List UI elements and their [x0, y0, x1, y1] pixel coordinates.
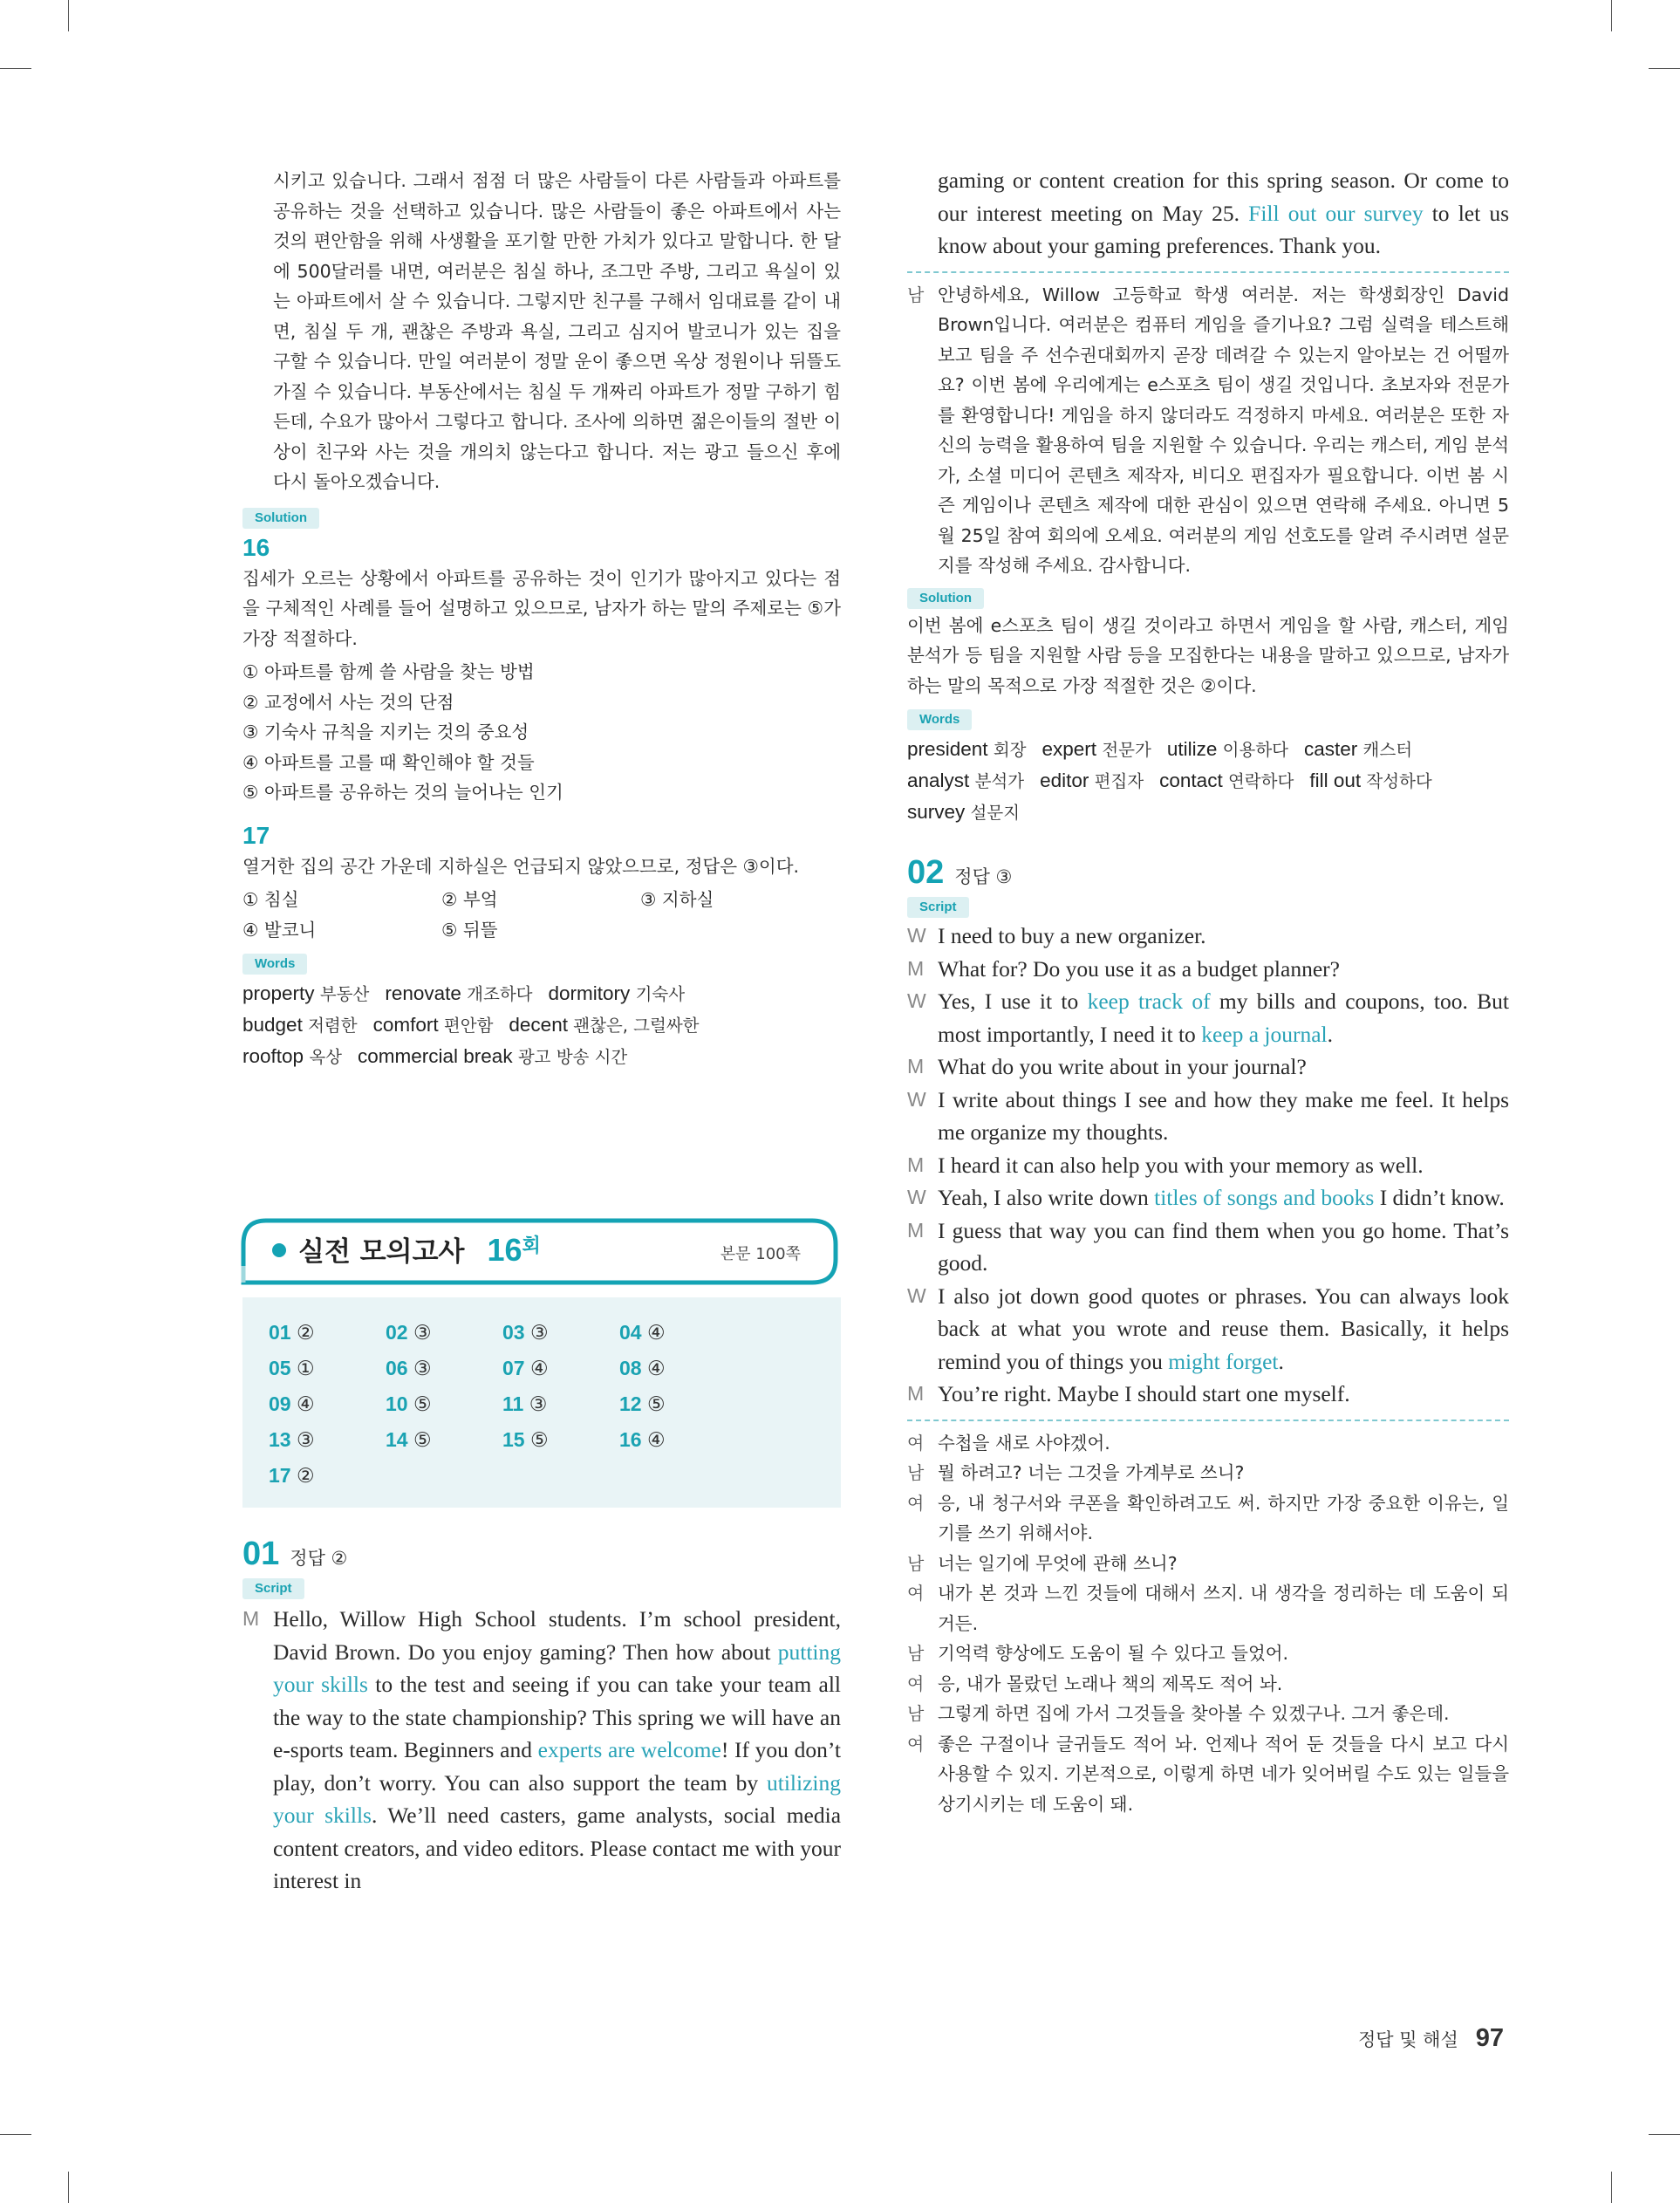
highlighted-phrase: keep track of [1087, 989, 1211, 1014]
dialogue-line [907, 953, 1509, 986]
vocabulary-row [242, 978, 841, 1009]
english-word: president [907, 738, 988, 760]
english-word: fill out [1309, 770, 1362, 791]
speaker-label: 남 [907, 1703, 925, 1724]
speaker-label: W [907, 1087, 926, 1111]
speaker-label: M [907, 1055, 925, 1078]
english-word: utilize [1166, 738, 1218, 760]
speaker-label: 여 [907, 1583, 925, 1604]
answer-choice: ⑤ [413, 1392, 432, 1415]
page-reference: 본문 100쪽 [720, 1245, 801, 1263]
vocabulary-item [549, 982, 686, 1004]
translation-text: 그렇게 하면 집에 가서 그것들을 찾아볼 수 있겠구나. 그거 좋은데. [938, 1703, 1450, 1724]
korean-meaning: 기숙사 [635, 984, 686, 1004]
script-badge: Script [907, 897, 969, 918]
option: ⑤ 뒤뜰 [441, 919, 498, 941]
translation-text: 뭘 하려고? 너는 그것을 가계부로 쓰니? [938, 1462, 1245, 1483]
dialogue-text [938, 1050, 1509, 1084]
english-word: expert [1041, 738, 1097, 760]
dialogue-line [907, 1084, 1509, 1149]
answer-question-number: 14 [386, 1428, 408, 1451]
korean-meaning: 분석가 [974, 771, 1025, 791]
solution-badge: Solution [907, 588, 984, 609]
answer-choice: ① [296, 1357, 315, 1379]
answer-choice: ② [296, 1464, 315, 1487]
speaker-label: 여 [907, 1733, 925, 1755]
divider [907, 1420, 1509, 1421]
answer-question-number: 15 [502, 1428, 525, 1451]
answer-choice: ④ [646, 1428, 666, 1451]
answer-choice: ⑤ [413, 1428, 432, 1451]
answer-question-number: 03 [502, 1321, 525, 1344]
page-number: 97 [1475, 2024, 1504, 2052]
text-segment: Hello, Willow High School students. I’m school president, David Brown. Do you enjoy gaming? Then how about [273, 1606, 841, 1665]
translation-text: 너는 일기에 무엇에 관해 쓰니? [938, 1552, 1178, 1574]
answer-key-item [386, 1351, 502, 1386]
vocabulary-item [373, 1014, 494, 1036]
translation-text: 안녕하세요, Willow 고등학교 학생 여러분. 저는 학생회장인 David Brown입니다. 여러분은 컴퓨터 게임을 즐기나요? 그럼 실력을 테스트해 보고 팀을 주 선수권대회까지 곧장 데려갈 수 있는지 알아보는 건 어떨까요? 이번 봄에 우리에게는 e스포츠 팀이 생길 것입니다. 초보자와 전문가를 환영합니다! 게임을 하지 않더라도 걱정하지 마세요. 여러분은 또한 자신의 능력을 활용하여 팀을 지원할 수 있습니다. 우리는 캐스터, 게임 분석가, 소셜 미디어 콘텐츠 제작자, 비디오 편집자가 필요합니다. 이번 봄 시즌 게임이나 콘텐츠 제작에 대한 관심이 있으면 연락해 주세요. 아니면 5월 25일 참여 회의에 오세요. 여러분의 게임 선호도를 알려 주시려면 설문지를 작성해 주세요. 감사합니다. [938, 284, 1509, 576]
korean-meaning: 저렴한 [308, 1016, 358, 1036]
answer-question-number: 16 [619, 1428, 642, 1451]
english-word: commercial break [358, 1045, 513, 1067]
text-segment: Yeah, I also write down [938, 1185, 1155, 1210]
dialogue-line [907, 1214, 1509, 1280]
vocabulary-row [907, 765, 1509, 797]
test-number: 16 [487, 1232, 522, 1268]
vocabulary-list [907, 734, 1509, 828]
speaker-label: M [907, 1218, 925, 1242]
test-number-suffix: 회 [522, 1235, 541, 1257]
crop-mark [0, 68, 31, 69]
page-footer [1358, 2024, 1504, 2053]
korean-meaning: 이용하다 [1222, 740, 1288, 760]
translation-line [907, 1549, 1509, 1579]
dialogue-text [938, 1084, 1509, 1149]
dialogue-line [907, 920, 1509, 953]
question-01-number: 01 [242, 1536, 280, 1572]
speaker-label: W [907, 989, 926, 1012]
answer-question-number: 08 [619, 1357, 642, 1379]
answer-question-number: 10 [386, 1392, 408, 1415]
answer-choice: ② [296, 1321, 315, 1344]
option: ⑤ 아파트를 공유하는 것의 늘어나는 인기 [242, 782, 563, 803]
vocabulary-item [1167, 738, 1288, 760]
text-segment: Yes, I use it to [938, 989, 1088, 1014]
question-02-answer: 정답 ③ [954, 866, 1013, 887]
speaker-label: W [907, 924, 926, 947]
vocabulary-item [907, 738, 1027, 760]
speaker-label: W [907, 1283, 926, 1307]
speaker-label: 남 [907, 284, 925, 305]
answer-choice: ④ [646, 1321, 666, 1344]
dialogue-line [907, 1378, 1509, 1411]
speaker-label: M [242, 1607, 260, 1630]
dialogue-text [938, 985, 1509, 1050]
answer-key-item [619, 1315, 736, 1351]
korean-meaning: 개조하다 [467, 984, 533, 1004]
english-word: caster [1304, 738, 1358, 760]
answer-question-number: 05 [269, 1357, 291, 1379]
words-badge: Words [242, 954, 307, 975]
english-word: contact [1159, 770, 1223, 791]
test-title: 실전 모의고사 [298, 1236, 465, 1268]
text-segment: What do you write about in your journal? [938, 1054, 1307, 1079]
answer-key-item [619, 1386, 736, 1422]
option: ② 교정에서 사는 것의 단점 [242, 691, 454, 713]
text-segment: I also jot down good quotes or phrases. You can always look back at what you wrote and reuse them. Basically, it helps remind you of things you [938, 1283, 1509, 1374]
speaker-label: M [907, 956, 925, 980]
option: ③ 기숙사 규칙을 지키는 것의 중요성 [242, 722, 529, 742]
vocabulary-list [242, 978, 841, 1072]
highlighted-phrase: keep a journal [1201, 1021, 1328, 1047]
dialogue-line [907, 985, 1509, 1050]
dialogue-line [907, 1149, 1509, 1182]
crop-mark [1649, 2134, 1680, 2135]
korean-meaning: 편안함 [443, 1016, 494, 1036]
question-02-number: 02 [907, 854, 945, 891]
korean-meaning: 작성하다 [1366, 771, 1432, 791]
answer-choice: ⑤ [646, 1392, 666, 1415]
english-word: survey [907, 801, 966, 823]
crop-mark [68, 0, 69, 31]
korean-meaning: 회장 [993, 740, 1027, 760]
speaker-label: 여 [907, 1673, 925, 1694]
question-02-translation [907, 1428, 1509, 1820]
option: ① 침실 [242, 889, 299, 910]
korean-meaning: 광고 방송 시간 [517, 1047, 628, 1067]
crop-mark [1649, 68, 1680, 69]
vocabulary-item [358, 1045, 627, 1067]
question-02-script [907, 920, 1509, 1411]
translation-line [907, 1699, 1509, 1729]
answer-choice: ③ [413, 1321, 432, 1344]
crop-mark [1611, 2172, 1612, 2203]
text-segment: What for? Do you use it as a budget planner? [938, 955, 1340, 982]
translation-text: 기억력 향상에도 도움이 될 수 있다고 들었어. [938, 1643, 1289, 1664]
text-segment: I heard it can also help you with your memory as well. [938, 1152, 1424, 1178]
translation-line [907, 1639, 1509, 1669]
question-01-explanation: 이번 봄에 e스포츠 팀이 생길 것이라고 하면서 게임을 할 사람, 캐스터, 게임 분석가 등 팀을 지원할 사람 등을 모집한다는 내용을 말하고 있으므로, 남자가 하는 말의 목적으로 가장 적절한 것은 ②이다. [907, 614, 1509, 696]
left-column [242, 166, 841, 1898]
answer-question-number: 04 [619, 1321, 642, 1344]
answer-question-number: 01 [269, 1321, 291, 1344]
answer-key-item [502, 1422, 619, 1458]
answer-choice: ④ [296, 1392, 315, 1415]
vocabulary-item [1304, 738, 1412, 760]
highlighted-phrase: might forget [1168, 1348, 1279, 1374]
english-word: analyst [907, 770, 970, 791]
translation-line [907, 1458, 1509, 1488]
answer-key-item [269, 1458, 386, 1494]
highlighted-phrase: titles of songs and books [1154, 1185, 1375, 1210]
answer-question-number: 11 [502, 1392, 524, 1415]
question-01-script [242, 1603, 841, 1898]
speaker-label: 여 [907, 1432, 925, 1454]
text-segment: . [1278, 1348, 1284, 1374]
vocabulary-item [1042, 738, 1151, 760]
vocabulary-item [509, 1014, 699, 1036]
text-segment: . [1327, 1021, 1333, 1047]
translation-text: 응, 내 청구서와 쿠폰을 확인하려고도 써. 하지만 가장 중요한 이유는, 일기를 쓰기 위해서야. [938, 1492, 1509, 1543]
vocabulary-row [242, 1041, 841, 1072]
script-text [273, 1603, 841, 1898]
option: ④ 아파트를 고를 때 확인해야 할 것들 [242, 751, 535, 773]
highlighted-phrase: utilizing your skills [273, 1769, 841, 1828]
korean-meaning: 편집자 [1094, 771, 1144, 791]
answer-key-item [502, 1386, 619, 1422]
translation-text: 좋은 구절이나 글귀들도 적어 놔. 언제나 적어 둔 것들을 다시 보고 다시 사용할 수 있지. 기본적으로, 이렇게 하면 네가 잊어버릴 수도 있는 일들을 상기시키는 데 도움이 돼. [938, 1733, 1509, 1815]
translation-line [907, 1729, 1509, 1820]
english-word: dormitory [548, 982, 631, 1004]
vocabulary-row [242, 1009, 841, 1041]
highlighted-phrase: putting your skills [273, 1639, 841, 1697]
divider [907, 271, 1509, 273]
translation-line [907, 1669, 1509, 1700]
dialogue-text [938, 1181, 1509, 1214]
answer-choice: ④ [646, 1357, 666, 1379]
answer-question-number: 02 [386, 1321, 408, 1344]
speaker-label: 남 [907, 1552, 925, 1574]
option: ④ 발코니 [242, 919, 317, 941]
footer-label: 정답 및 해설 [1357, 2029, 1458, 2050]
vocabulary-row [907, 797, 1509, 828]
continued-script [907, 164, 1509, 263]
translation-line [907, 1578, 1509, 1639]
answer-key-item [502, 1315, 619, 1351]
answer-choice: ③ [529, 1321, 549, 1344]
answer-choice: ③ [529, 1392, 548, 1415]
answer-choice: ③ [296, 1428, 315, 1451]
answer-question-number: 12 [619, 1392, 642, 1415]
korean-meaning: 부동산 [319, 984, 370, 1004]
highlighted-phrase: Fill out our survey [1248, 200, 1424, 226]
answer-question-number: 09 [269, 1392, 291, 1415]
answer-key-item [269, 1351, 386, 1386]
korean-meaning: 연락하다 [1227, 771, 1294, 791]
dialogue-text [938, 1149, 1509, 1182]
answer-question-number: 07 [502, 1357, 525, 1379]
question-17-options [242, 885, 841, 945]
text-segment: to the test and seeing if you can take your team all the way to the state championship? This spring we will have an e-sports team. Beginners and [273, 1672, 841, 1762]
script-badge: Script [242, 1578, 304, 1599]
dialogue-text [938, 1280, 1509, 1379]
question-16-explanation: 집세가 오르는 상황에서 아파트를 공유하는 것이 인기가 많아지고 있다는 점을 구체적인 사례를 들어 설명하고 있으므로, 남자가 하는 말의 주제로는 ⑤가 가장 적절하다. [242, 567, 841, 649]
dialogue-line [907, 1050, 1509, 1084]
solution-badge: Solution [242, 508, 319, 529]
vocabulary-item [242, 1014, 358, 1036]
answer-key-item [386, 1315, 502, 1351]
question-16-number: 16 [242, 533, 270, 561]
vocabulary-item [242, 982, 369, 1004]
answer-key-item [386, 1422, 502, 1458]
answer-question-number: 17 [269, 1464, 291, 1487]
crop-mark [68, 2172, 69, 2203]
bullet-dot-icon [272, 1243, 286, 1257]
text-segment: my bills and coupons, too. But most importantly, I need it to [938, 989, 1510, 1047]
answer-choice: ③ [413, 1357, 432, 1379]
option: ③ 지하실 [640, 889, 714, 910]
answer-choice: ⑤ [529, 1428, 549, 1451]
translation-line [907, 1428, 1509, 1459]
english-word: property [242, 982, 315, 1004]
highlighted-phrase: experts are welcome [537, 1737, 721, 1762]
answer-key-item [269, 1386, 386, 1422]
dialogue-text [938, 953, 1509, 986]
dialogue-text [938, 1214, 1509, 1280]
korean-meaning: 옥상 [309, 1047, 343, 1067]
translation-text: 내가 본 것과 느낀 것들에 대해서 쓰지. 내 생각을 정리하는 데 도움이 되거든. [938, 1583, 1509, 1634]
text-segment: I didn’t know. [1374, 1185, 1505, 1210]
answer-question-number: 06 [386, 1357, 408, 1379]
question-17-explanation: 열거한 집의 공간 가운데 지하실은 언급되지 않았으므로, 정답은 ③이다. [242, 855, 800, 877]
translation-line [907, 1488, 1509, 1549]
vocabulary-item [1040, 770, 1144, 791]
speaker-label: M [907, 1153, 925, 1176]
english-word: rooftop [242, 1045, 304, 1067]
answer-key-grid [242, 1297, 841, 1508]
answer-question-number: 13 [269, 1428, 291, 1451]
question-16-options [242, 657, 841, 808]
english-word: decent [509, 1014, 568, 1036]
option: ① 아파트를 함께 쓸 사람을 찾는 방법 [242, 661, 535, 682]
dialogue-line [907, 1181, 1509, 1214]
test-title-box [242, 1221, 836, 1282]
korean-meaning: 캐스터 [1362, 740, 1413, 760]
dialogue-text [938, 920, 1509, 953]
vocabulary-item [242, 1045, 342, 1067]
speaker-label: M [907, 1382, 925, 1405]
english-word: budget [242, 1014, 303, 1036]
text-segment: I guess that way you can find them when you go home. That’s good. [938, 1217, 1509, 1276]
text-segment: to let us know about your gaming preferences. Thank you. [938, 200, 1509, 258]
vocabulary-item [1159, 770, 1294, 791]
answer-choice: ④ [529, 1357, 549, 1379]
english-word: editor [1040, 770, 1089, 791]
vocabulary-item [1309, 770, 1431, 791]
translation-text: 수첩을 새로 사야겠어. [938, 1432, 1110, 1454]
speaker-label: W [907, 1186, 926, 1208]
question-17-number: 17 [242, 821, 270, 849]
translation-text: 응, 내가 몰랐던 노래나 책의 제목도 적어 놔. [938, 1673, 1283, 1694]
answer-key-item [502, 1351, 619, 1386]
answer-key-item [269, 1315, 386, 1351]
vocabulary-item [907, 801, 1020, 823]
speaker-label: 남 [907, 1462, 925, 1483]
answer-key-item [386, 1386, 502, 1422]
vocabulary-row [907, 734, 1509, 765]
words-badge: Words [907, 709, 972, 730]
text-segment: . We’ll need casters, game analysts, social media content creators, and video editors. Please contact me with your interest in [273, 1803, 842, 1893]
english-word: comfort [372, 1014, 439, 1036]
text-segment: You’re right. Maybe I should start one myself. [938, 1381, 1350, 1406]
answer-key-item [619, 1422, 736, 1458]
answer-key-item [269, 1422, 386, 1458]
english-word: renovate [385, 982, 461, 1004]
speaker-label: 남 [907, 1643, 925, 1664]
text-segment: gaming or content creation for this spring season. Or come to our interest meeting on May 25. [938, 168, 1509, 226]
korean-translation [907, 280, 1509, 581]
dialogue-line [907, 1280, 1509, 1379]
text-segment: I write about things I see and how they make me feel. It helps me organize my thoughts. [938, 1086, 1509, 1145]
option: ② 부엌 [441, 889, 498, 910]
question-01-answer: 정답 ② [290, 1548, 348, 1569]
dialogue-text [938, 1378, 1509, 1411]
right-column [907, 166, 1509, 1819]
text-segment: ! If you don’t play, don’t worry. You can also support the team by [273, 1737, 841, 1796]
answer-key-item [619, 1351, 736, 1386]
crop-mark [1611, 0, 1612, 31]
korean-meaning: 전문가 [1102, 740, 1151, 760]
speaker-label: 여 [907, 1492, 925, 1514]
korean-meaning: 설문지 [970, 803, 1021, 823]
vocabulary-item [907, 770, 1024, 791]
korean-meaning: 괜찮은, 그럴싸한 [573, 1016, 700, 1036]
text-segment: I need to buy a new organizer. [938, 923, 1206, 948]
vocabulary-item [385, 982, 532, 1004]
continued-translation: 시키고 있습니다. 그래서 점점 더 많은 사람들이 다른 사람들과 아파트를 공유하는 것을 선택하고 있습니다. 많은 사람들이 좋은 아파트에서 사는 것의 편안함을 위해 사생활을 포기할 만한 가치가 있다고 말합니다. 한 달에 500달러를 내면, 여러분은 침실 하나, 조그만 주방, 그리고 욕실이 있는 아파트에서 살 수 있습니다. 그렇지만 친구를 구해서 임대료를 같이 내면, 침실 두 개, 괜찮은 주방과 욕실, 그리고 심지어 발코니가 있는 집을 구할 수 있습니다. 만일 여러분이 정말 운이 좋으면 옥상 정원이나 뒤뜰도 가질 수 있습니다. 부동산에서는 침실 두 개짜리 아파트가 정말 구하기 힘든데, 수요가 많아서 그렇다고 합니다. 조사에 의하면 젊은이들의 절반 이상이 친구와 사는 것을 개의치 않는다고 합니다. 저는 광고 들으신 후에 다시 돌아오겠습니다. [273, 170, 841, 492]
crop-mark [0, 2134, 31, 2135]
